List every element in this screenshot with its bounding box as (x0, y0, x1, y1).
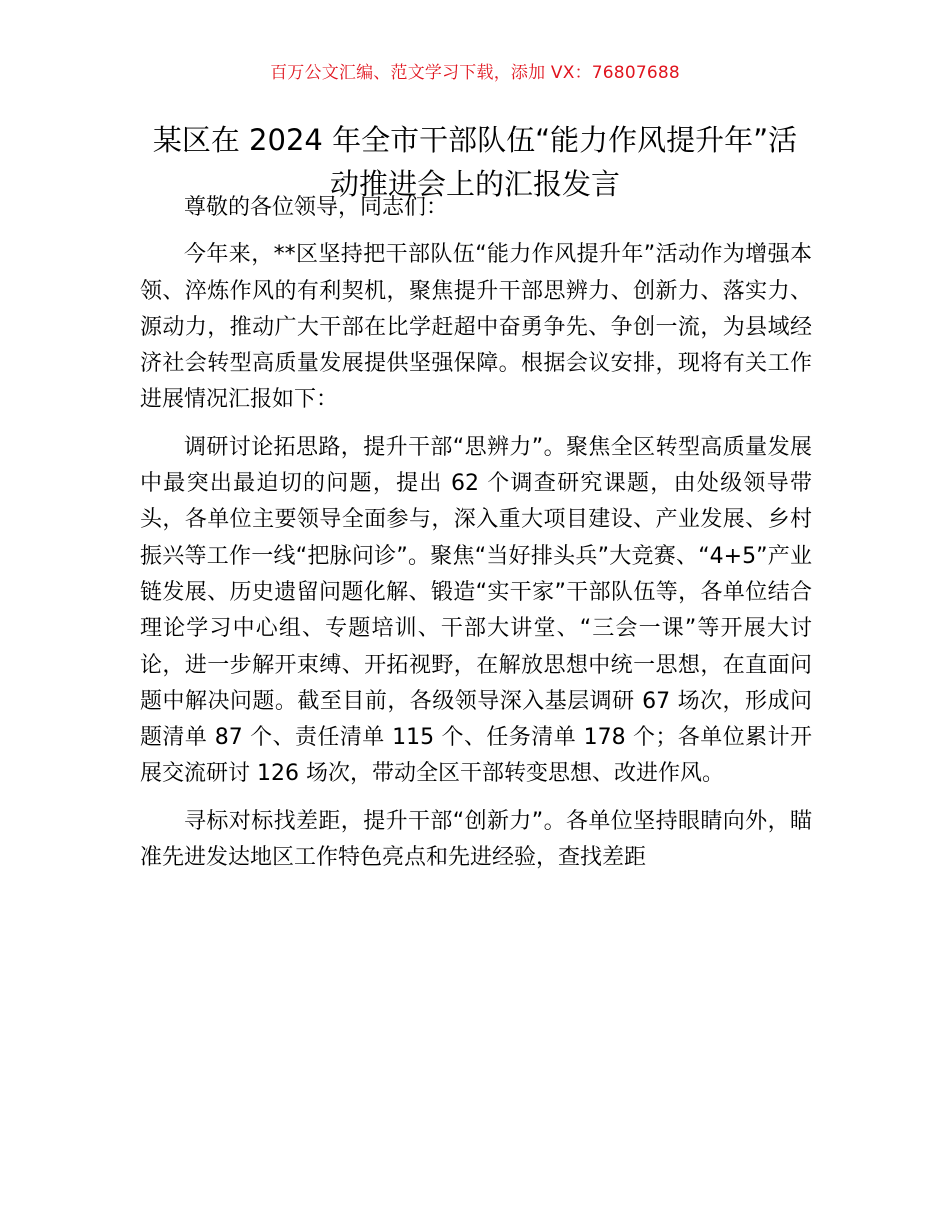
document-body (140, 190, 812, 887)
body-paragraph: 寻标对标找差距，提升干部“创新力”。各单位坚持眼睛向外，瞄准先进发达地区工作特色亮点和先进经验，查找差距 (140, 808, 812, 871)
salutation-paragraph: 尊敬的各位领导，同志们： (184, 195, 449, 220)
header-promo-note: 百万公文汇编、范文学习下载，添加 VX：76807688 (270, 63, 680, 83)
document-title: 某区在 2024 年全市干部队伍“能力作风提升年”活动推进会上的汇报发言 (152, 123, 798, 201)
body-paragraph: 调研讨论拓思路，提升干部“思辨力”。聚焦全区转型高质量发展中最突出最迫切的问题，提出 62 个调查研究课题，由处级领导带头，各单位主要领导全面参与，深入重大项目建设、产业发展、乡村振兴等工作一线“把脉问诊”。聚焦“当好排头兵”大竞赛、“4+5”产业链发展、历史遗留问题化解、锻造“实干家”干部队伍等，各单位结合理论学习中心组、专题培训、干部大讲堂、“三会一课”等开展大讨论，进一步解开束缚、开拓视野，在解放思想中统一思想，在直面问题中解决问题。截至目前，各级领导深入基层调研 67 场次，形成问题清单 87 个、责任清单 115 个、任务清单 178 个；各单位累计开展交流研讨 126 场次，带动全区干部转变思想、改进作风。 (140, 434, 812, 787)
intro-paragraph: 今年来，**区坚持把干部队伍“能力作风提升年”活动作为增强本领、淬炼作风的有利契机，聚焦提升干部思辨力、创新力、落实力、源动力，推动广大干部在比学赶超中奋勇争先、争创一流，为县域经济社会转型高质量发展提供坚强保障。根据会议安排，现将有关工作进展情况汇报如下： (140, 242, 812, 413)
